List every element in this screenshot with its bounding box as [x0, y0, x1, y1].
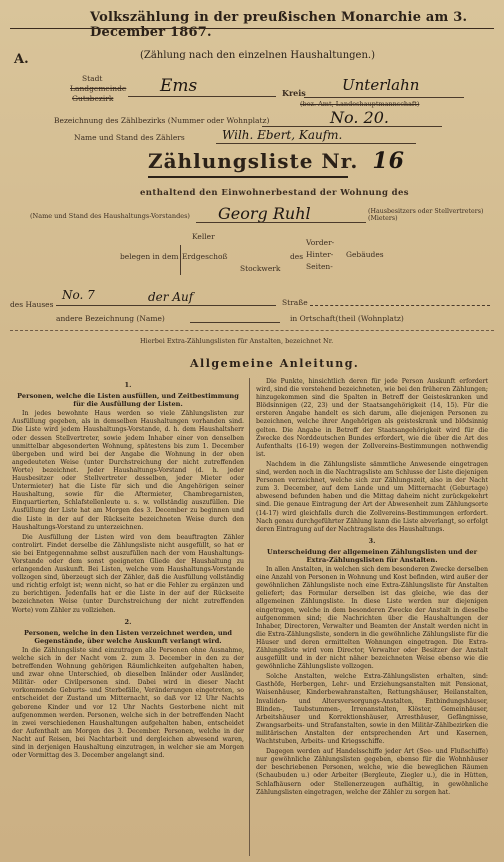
list-number: 16 — [372, 148, 405, 174]
column-divider — [249, 378, 250, 856]
bracket-line — [180, 245, 181, 275]
section-heading: 1. — [124, 381, 132, 389]
document-title: Volkszählung in der preußischen Monarchie am 3. December 1867. — [90, 10, 468, 40]
title-underline — [148, 176, 348, 178]
haushaltung-label: (Name und Stand des Haushaltungs-Vorstandes) — [30, 212, 190, 220]
landgemeinde-label: Landgemeinde — [70, 84, 127, 93]
vorder-label: Vorder- — [306, 238, 335, 247]
section-heading: Personen, welche die Listen ausfüllen, und Zeitbestimmung für die Ausfüllung der Listen. — [17, 392, 239, 409]
zaehler-label: Name und Stand des Zählers — [74, 133, 185, 142]
section-heading: Unterscheidung der allgemeinen Zählungslisten und der Extra-Zählungslisten für Anstalten. — [266, 547, 478, 564]
list-title-wrap — [148, 148, 405, 174]
andere-label: andere Bezeichnung (Name) — [56, 314, 165, 323]
hauses-label: des Hauses — [10, 300, 54, 309]
instruction-paragraph: Dagegen werden auf Handelsschiffe jeder Art (See- und Flußschiffe) nur gewöhnliche Zählungslisten gegeben, ebenso für die Wohnhäuser der beschriebenen Personen, welche, wie die beweglichen Räumen (Schaubuden u.) oder Arbeiter (Bergleute, Ziegler u.), die in Hütten, Schlafhäusern oder Stellenerzeugen aufhältig, in gewöhnliche Zählungslisten eingetragen, welche der Zähler zu sorgen hat. — [256, 748, 488, 796]
haushaltung-value: Georg Ruhl — [218, 204, 311, 223]
header-rule — [10, 28, 494, 29]
zaehler-value: Wilh. Ebert, Kaufm. — [222, 128, 343, 142]
kreis-label: Kreis — [282, 88, 306, 98]
strasse-value: der Auf — [148, 290, 194, 304]
form-letter: A. — [14, 52, 29, 67]
strasse-rule — [56, 305, 276, 306]
strasse-label: Straße — [282, 298, 308, 307]
gutsbezirk-label: Gutsbezirk — [72, 94, 114, 103]
section-heading: 2. — [124, 617, 132, 626]
keller-label: Keller — [192, 232, 215, 241]
zaehler-rule — [216, 143, 416, 144]
instructions-right-column — [256, 378, 488, 799]
stadt-rule — [128, 96, 276, 97]
instruction-paragraph: Die Ausfüllung der Listen wird von dem beauftragten Zähler controlirt. Findet derselbe die Zählungsliste nicht ausgefüllt, so hat er sie bei Entgegennahme selbst auszufüllen nach der vom Haushaltungs-Vorstande oder dem sonst geeigneten Gliede der Haushaltung zu erlangenden Auskunft. Bei Listen, welche vom Haushaltungs-Vorstande vollzogen sind, überzeugt sich der Zähler, daß die Ausfüllung vollständig und richtig erfolgt ist; wenn nicht, so hat er die Fehler zu ergänzen und zu berichtigen. Jedenfalls hat er die Liste in der auf der Rückseite bezeichneten Weise (unter Durchstreichung der nicht zutreffenden Worte) vom Zähler zu vollziehen. — [12, 533, 244, 614]
instruction-paragraph: In die Zählungsliste sind einzutragen alle Personen ohne Ausnahme, welche sich in der Nacht vom 2. zum 3. December in den zu der betreffenden Wohnung gehörigen Räumlichkeiten aufgehalten haben, und zwar ohne Unterschied, ob dieselben Inländer oder Ausländer, Militär- oder Civilpersonen sind. Dabei wird in dieser Nacht vorkommende Geburts- und Sterbefälle, Veränderungen eingetreten, so entscheidet der Zustand um Mitternacht, so daß vor 12 Uhr Nachts geborene Kinder und vor 12 Uhr Nachts Gestorbene nicht mit aufgenommen werden. Personen, welche sich in der betreffenden Nacht in zwei verschiedenen Haushaltungen aufgehalten haben, entscheidet der Aufenthalt am Morgen des 3. December. Personen, welche in der Nacht auf Reisen, bei Nachtarbeit und dergleichen abwesend waren, sind in derjenigen Haushaltung einzutragen, in welcher sie am Morgen oder Vormittag des 3. December angelangt sind. — [12, 646, 244, 760]
kreis-value: Unterlahn — [342, 76, 420, 94]
stadt-value: Ems — [160, 76, 198, 96]
stadt-label: Stadt — [82, 74, 103, 83]
hausbesitzer-label: (Hausbesitzers oder Stellvertreters) (Mieters) — [368, 208, 484, 222]
form-subtitle: (Zählung nach den einzelnen Haushaltungen.) — [140, 50, 375, 61]
ortschaft-label: in Ortschaft(theil (Wohnplatz) — [290, 314, 404, 323]
enthaltend-text: enthaltend den Einwohnerbestand der Wohnung des — [140, 188, 409, 198]
instructions-left-column — [12, 378, 244, 762]
andere-rule — [190, 322, 280, 323]
instruction-paragraph: Solche Anstalten, welche Extra-Zählungslisten erhalten, sind: Gasthöfe, Herbergen, Lehr- und Erziehungsanstalten mit Pensionat, Waisenhäuser, Kinderbewahranstalten, Rettungshäuser, Heilanstalten, Invaliden- und Altersversorgungs-Anstalten, Entbindungshäuser, Blinden-, Taubstummen-, Irrenanstalten, Klöster, Gemeinhäuser, Arbeitshäuser und Korrektionshäuser, Arresthäuser, Gefängnisse, Zwangsarbeits- und Strafanstalten, sowie in den Militär-Zählbezirken die militärischen Anstalten der entsprechenden Art und Kasernen, Wachtstuben, Arbeits- und Kriegsschiffe. — [256, 673, 488, 746]
bezeichnung-rule — [262, 126, 442, 127]
seiten-label: Seiten- — [306, 262, 333, 271]
bezeichnung-value: No. 20. — [330, 108, 389, 127]
stockwerk-label: Stockwerk — [240, 264, 281, 273]
instruction-paragraph: In jedes bewohnte Haus werden so viele Zählungslisten zur Ausfüllung gegeben, als in demselben Haushaltungen vorhanden sind. Die Liste wird jedem Haushaltungs-Vorstande, d. h. dem Haushaltsherr oder dessen Stellvertreter, sowie jedem Inhaber einer von denselben unmittelbar abgesonderten Wohnung, spätestens bis zum 1. December übergeben und wird bei der Angabe die Wohnung in der oben angedeuteten Weise (unter Durchstreichung der nicht zutreffenden Worte) bezeichnet. Jeder Haushaltungs-Vorstand (d. h. jeder Hausbesitzer oder Stellvertreter desselben, jeder Mieter oder Untermieter) hat die Liste für sich und die Angehörigen seiner Haushaltung, sowie für die Aftermieter, Chambregarnisten, Einquartierten, Schlafstellenleute u. s. w. vollständig auszufüllen. Die Ausfüllung der Liste hat am Morgen des 3. December zu beginnen und die Liste in der auf der Rückseite bezeichneten Weise durch den Haushaltungs-Vorstand zu unterzeichnen. — [12, 410, 244, 531]
instructions-heading: Allgemeine Anleitung. — [190, 357, 360, 370]
belegen-label: belegen in dem — [120, 252, 179, 261]
instruction-paragraph: Die Punkte, hinsichtlich deren für jede Person Auskunft erfordert wird, sind die vorstehend bezeichneten, wie bei den früheren Zählungen; hinzugekommen sind die Spalten in Betreff der Geisteskranken und Blödsinnigen (22, 23) und der Staatsangehörigkeit (14, 15). Für die ersteren Angabe handelt es sich darum, alle diejenigen Personen zu bezeichnen, welche ihrer Angehörigen als geisteskrank und blödsinnig gelten. Die Angabe in Betreff der Staatsangehörigkeit wird für die Zwecke des Norddeutschen Bundes erfordert, wie die über die Art des Aufenthalts (16-19) wegen der Zollvereins-Bestimmungen nothwendig ist. — [256, 378, 488, 458]
form-divider — [10, 330, 494, 331]
instructions-columns — [10, 378, 494, 856]
erdgeschoss-label: Erdgeschoß — [182, 252, 228, 261]
haushaltung-rule — [196, 222, 366, 223]
hinter-label: Hinter- — [306, 250, 334, 259]
strasse-dash-rule — [310, 305, 490, 306]
kreis-note: (bez. Amt, Landeshauptmannschaft) — [300, 100, 420, 108]
list-title: Zählungsliste Nr. — [148, 149, 359, 173]
section-heading: Personen, welche in den Listen verzeichnet werden, und Gegenstände, über welche Auskunft verlangt wird. — [23, 628, 233, 645]
gebaeude-label: Gebäudes — [346, 250, 384, 259]
instruction-paragraph: In allen Anstalten, in welchen sich dem besonderen Zwecke derselben eine Anzahl von Personen in Wohnung und Kost befinden, wird außer der gewöhnlichen Zählungsliste noch eine Extra-Zählungsliste für Anstalten geliefert; das Formular derselben ist das gleiche, wie das der allgemeinen Zählungsliste. In diese Liste werden nur diejenigen eingetragen, welche in dem besonderen Zwecke der Anstalt in dieselbe aufgenommen sind; die Nachrichten über die Haushaltungen der Inhaber, Directoren, Verwalter und Beamten der Anstalt werden nicht in die Extra-Zählungsliste, sondern in die gewöhnliche Zählungsliste für die Häuser und deren ermittelten Wohnungen eingetragen. Die Extra-Zählungsliste wird vom Director, Verwalter oder Besitzer der Anstalt ausgefüllt und in der nicht näher bezeichneten Weise ebenso wie die gewöhnliche Zählungsliste vollzogen. — [256, 566, 488, 671]
hauses-number: No. 7 — [62, 288, 95, 302]
section-heading: 3. — [368, 536, 376, 545]
des-label: des — [290, 252, 304, 261]
extra-label: Hierbei Extra-Zählungslisten für Anstalten, bezeichnet Nr. — [140, 337, 334, 345]
instruction-paragraph: Nachdem in die Zählungsliste sämmtliche Anwesende eingetragen sind, werden noch in die Nachtragsliste am Schlusse der Liste diejenigen Personen verzeichnet, welche sich zur Zählungszeit, also in der Nacht zum 3. December, auf dem Lande und um Mitternacht (Geburtage) abwesend befunden haben und die Mittag daheim nicht zurückgekehrt sind. Die genaue Eintragung der Art der Abwesenheit zum Zählungsorte (14-17) wird gleichfalls durch die Zollvereins-Bestimmungen erfordert. Nach genau durchgeführter Zählung kann die Liste abverlangt, so erfolgt deren Eintragung auf der Nachtragsliste des Haushaltungs. — [256, 460, 488, 533]
document-header — [0, 0, 504, 44]
bezeichnung-label: Bezeichnung des Zählbezirks (Nummer oder Wohnplatz) — [54, 116, 270, 125]
kreis-rule — [304, 97, 464, 98]
